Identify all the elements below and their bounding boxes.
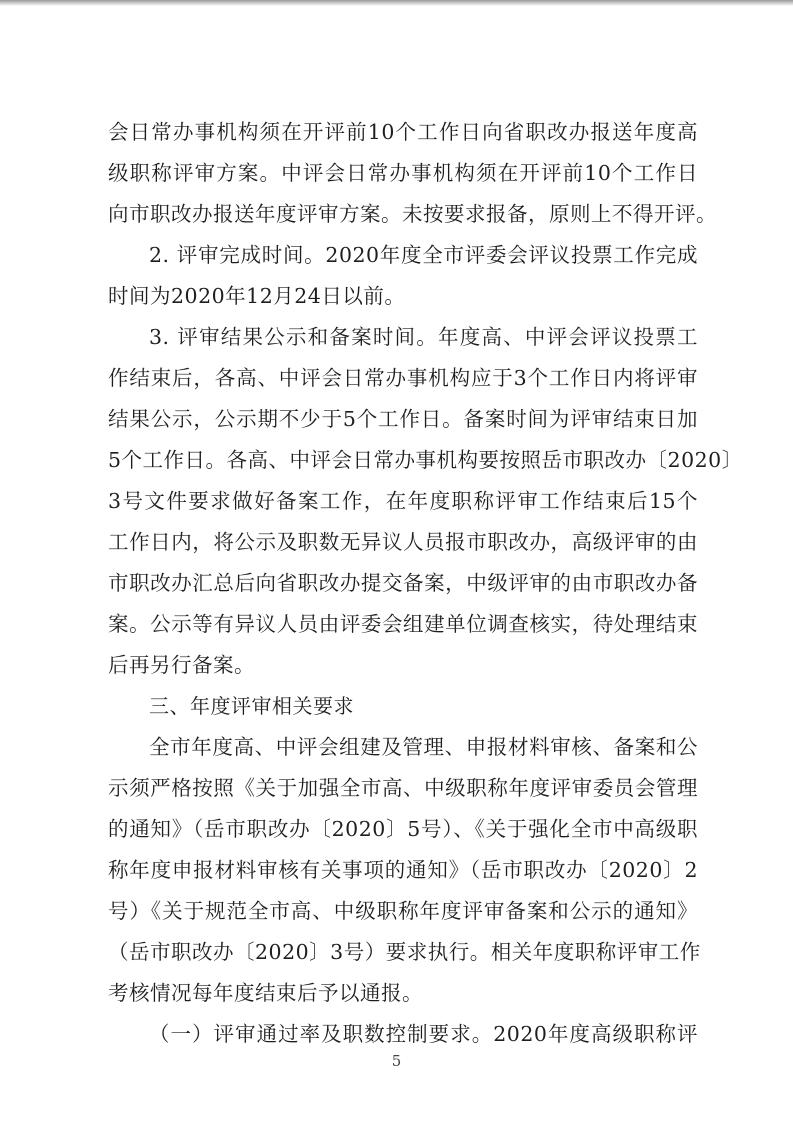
text-line: 5个工作日。各高、中评会日常办事机构要按照岳市职改办〔2020〕 <box>108 448 743 472</box>
text-line: （岳市职改办〔2020〕3号）要求执行。相关年度职称评审工作 <box>108 940 701 964</box>
text-line: 工作日内，将公示及职数无异议人员报市职改办，高级评审的由 <box>108 530 698 554</box>
text-line: 案。公示等有异议人员由评委会组建单位调查核实，待处理结束 <box>108 612 698 636</box>
text-line: 会日常办事机构须在开评前10个工作日向省职改办报送年度高 <box>108 120 698 144</box>
text-line: 作结束后，各高、中评会日常办事机构应于3个工作日内将评审 <box>108 366 698 390</box>
text-line: （一）评审通过率及职数控制要求。2020年度高级职称评 <box>149 1022 698 1046</box>
text-line: 向市职改办报送年度评审方案。未按要求报备，原则上不得开评。 <box>108 202 717 226</box>
text-line: 称年度申报材料审核有关事项的通知》（岳市职改办〔2020〕2 <box>108 858 698 882</box>
text-line: 号）《关于规范全市高、中级职称年度评审备案和公示的通知》 <box>108 899 698 923</box>
section-heading: 三、年度评审相关要求 <box>149 694 354 718</box>
text-line: 后再另行备案。 <box>108 653 255 677</box>
text-line: 时间为2020年12月24日以前。 <box>108 284 406 308</box>
text-line: 级职称评审方案。中评会日常办事机构须在开评前10个工作日 <box>108 161 698 185</box>
scan-top-edge <box>0 0 793 6</box>
text-line: 3. 评审结果公示和备案时间。年度高、中评会评议投票工 <box>149 325 698 349</box>
text-line: 的通知》（岳市职改办〔2020〕5号）、《关于强化全市中高级职 <box>108 817 698 841</box>
text-line: 3号文件要求做好备案工作，在年度职称评审工作结束后15个 <box>108 489 698 513</box>
text-line: 全市年度高、中评会组建及管理、申报材料审核、备案和公 <box>149 735 698 759</box>
text-line: 结果公示，公示期不少于5个工作日。备案时间为评审结束日加 <box>108 407 698 431</box>
text-line: 2. 评审完成时间。2020年度全市评委会评议投票工作完成 <box>149 243 698 267</box>
text-line: 市职改办汇总后向省职改办提交备案，中级评审的由市职改办备 <box>108 571 698 595</box>
page-number: 5 <box>391 1052 402 1070</box>
text-line: 考核情况每年度结束后予以通报。 <box>108 981 423 1005</box>
text-line: 示须严格按照《关于加强全市高、中级职称年度评审委员会管理 <box>108 776 698 800</box>
